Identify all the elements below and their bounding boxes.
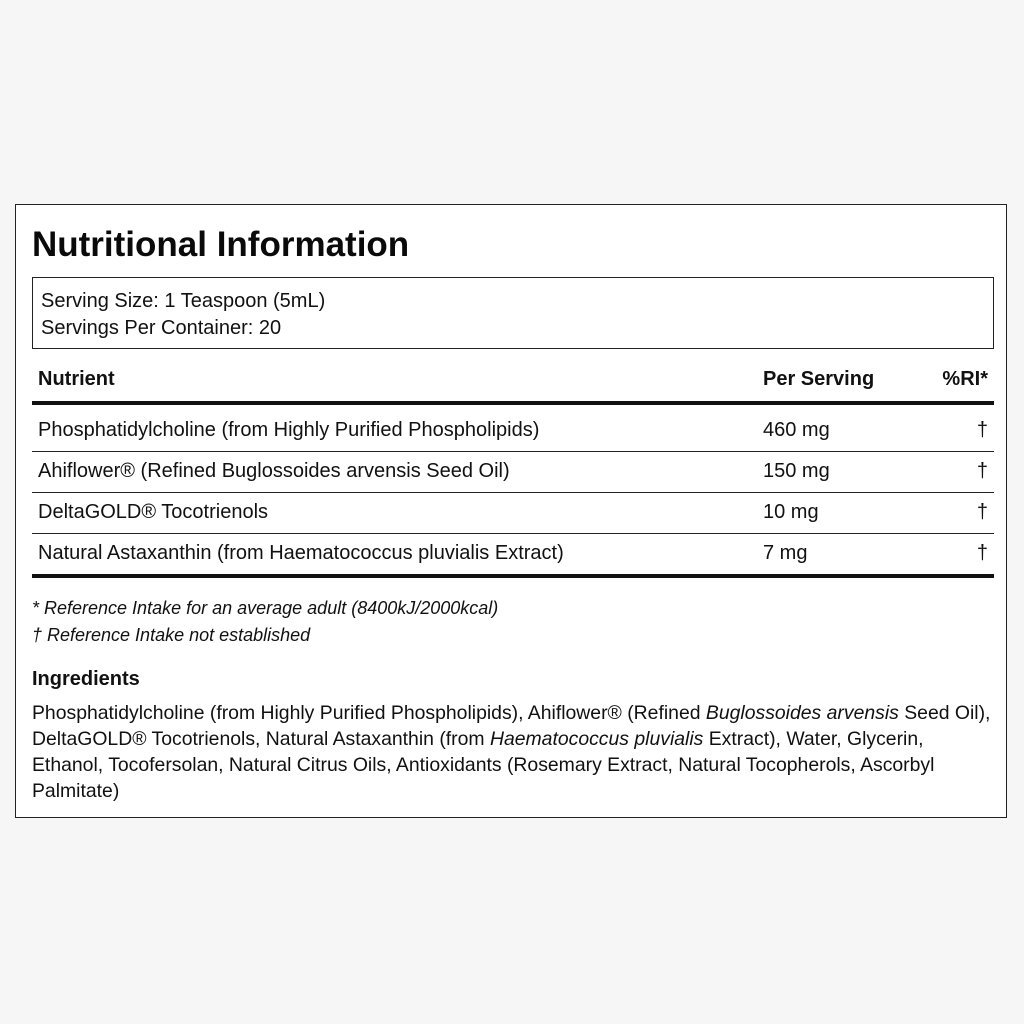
nutrient-name: Natural Astaxanthin (from Haematococcus pluvialis Extract)	[38, 542, 564, 564]
nutrient-name: Ahiflower® (Refined Buglossoides arvensis Seed Oil)	[38, 460, 510, 482]
table-row	[32, 452, 994, 493]
page-title: Nutritional Information	[32, 225, 410, 264]
ingredients-species-name: Buglossoides arvensis	[705, 702, 899, 724]
ingredients-text-part: Extract), Water, Glycerin, Ethanol, Tocofersolan, Natural Citrus Oils, Antioxidants (Rosemary Extract, Natural Tocopherols, Ascorbyl Palmitate)	[32, 728, 935, 802]
nutrient-amount: 460 mg	[763, 419, 830, 441]
ingredients-text-part: Seed Oil), DeltaGOLD® Tocotrienols, Natural Astaxanthin (from	[32, 702, 991, 750]
nutrient-amount: 10 mg	[763, 501, 819, 523]
nutrient-amount: 150 mg	[763, 460, 830, 482]
nutrient-ri: †	[976, 501, 988, 523]
ingredients-heading: Ingredients	[32, 668, 140, 690]
table-header	[32, 365, 994, 405]
nutrient-name: DeltaGOLD® Tocotrienols	[38, 501, 269, 523]
serving-info-box	[32, 277, 994, 349]
nutrient-ri: †	[976, 542, 988, 564]
footnote-not-established: † Reference Intake not established	[32, 625, 311, 645]
nutrient-amount: 7 mg	[763, 542, 808, 564]
ingredients-species-name: Haematococcus pluvialis	[489, 728, 704, 750]
nutrient-ri: †	[976, 460, 988, 482]
header-per-serving: Per Serving	[763, 368, 875, 390]
nutrition-panel	[15, 204, 1007, 818]
table-row	[32, 493, 994, 534]
nutrient-name: Phosphatidylcholine (from Highly Purified Phospholipids)	[38, 419, 540, 441]
footnotes	[32, 595, 498, 649]
ingredients-text	[32, 700, 992, 804]
header-nutrient: Nutrient	[38, 368, 115, 390]
ingredients-text-part: Phosphatidylcholine (from Highly Purified Phospholipids), Ahiflower® (Refined	[32, 702, 706, 724]
table-row	[32, 411, 994, 452]
servings-per-container: Servings Per Container: 20	[41, 317, 282, 339]
footnote-reference-intake: * Reference Intake for an average adult (8400kJ/2000kcal)	[32, 598, 499, 618]
serving-size: Serving Size: 1 Teaspoon (5mL)	[41, 290, 326, 312]
header-ri: %RI*	[942, 368, 988, 390]
nutrient-table	[32, 365, 994, 578]
table-row	[32, 534, 994, 578]
nutrient-ri: †	[976, 419, 988, 441]
